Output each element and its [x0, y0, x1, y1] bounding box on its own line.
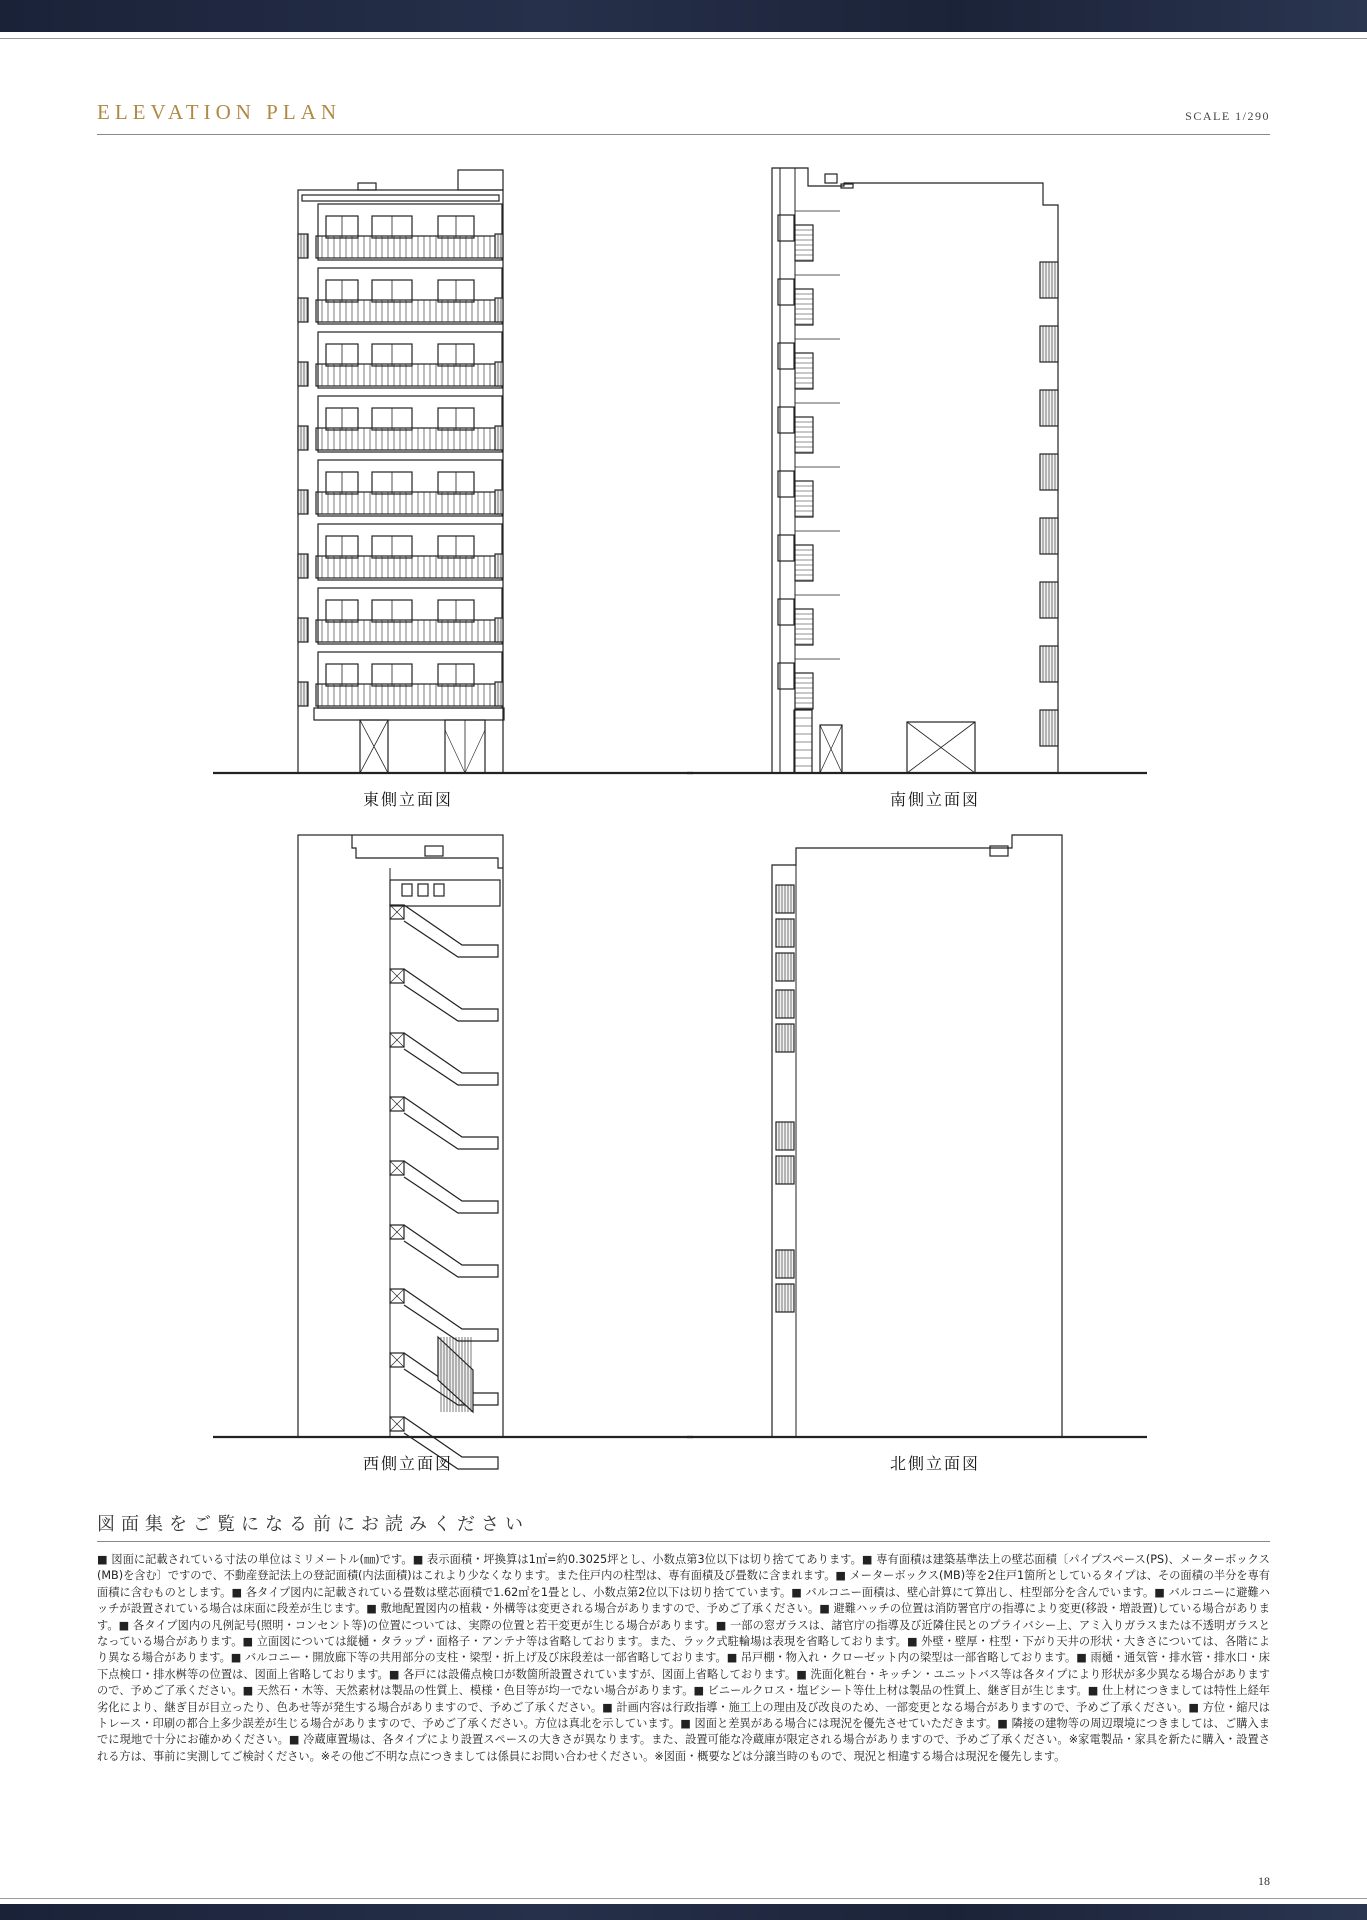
- stair-flight: [404, 969, 498, 1021]
- side-fin: [495, 490, 503, 514]
- south-elevation-drawing: [687, 168, 1147, 773]
- bottom-decorative-band: [0, 1904, 1367, 1920]
- balcony-railing: [316, 364, 500, 386]
- bottom-rule: [0, 1898, 1367, 1899]
- side-fin: [298, 426, 308, 450]
- side-fin: [298, 234, 308, 258]
- side-fin: [495, 234, 503, 258]
- stair-flight: [404, 1161, 498, 1213]
- notes-divider: [97, 1541, 1270, 1542]
- side-fin: [495, 682, 503, 706]
- side-fin: [298, 618, 308, 642]
- roof-vent: [825, 174, 837, 183]
- north-elevation-drawing: [687, 835, 1147, 1437]
- side-fin: [495, 362, 503, 386]
- stair-window: [795, 481, 813, 517]
- stair-flight: [404, 1225, 498, 1277]
- side-fin: [495, 554, 503, 578]
- south-elevation-caption: 南側立面図: [889, 790, 980, 809]
- stair-window: [795, 609, 813, 645]
- side-fin: [495, 618, 503, 642]
- stair-flight: [404, 905, 498, 957]
- notes-heading: 図面集をご覧になる前にお読みください: [97, 1514, 529, 1535]
- roof-window: [418, 884, 428, 896]
- building-outline: [772, 835, 1062, 1437]
- door-diagonal: [445, 730, 465, 773]
- roof-structure: [458, 170, 503, 190]
- side-fin: [298, 554, 308, 578]
- stair-window: [795, 225, 813, 261]
- stair-window: [795, 417, 813, 453]
- stair-window: [795, 673, 813, 709]
- stair-window: [795, 289, 813, 325]
- side-fin: [298, 490, 308, 514]
- notes-body: ■ 図面に記載されている寸法の単位はミリメートル(㎜)です。■ 表示面積・坪換算は1㎡=約0.3025坪とし、小数点第3位以下は切り捨ててあります。■ 専有面積は建築基準法上の壁芯面積〔パイプスペース(PS)、メーターボックス(MB)を含む〕ですので、不動産登記法上の登記面積(内法面積)はこれより少なくなります。また住戸内の柱型は、専有面積及び畳数に含まれます。■ メーターボックス(MB)等を2住戸1箇所としているタイプは、その面積の半分を専有面積に含むものとします。■ 各タイプ図内に記載されている畳数は壁芯面積で1.62㎡を1畳とし、小数点第2位以下は切り捨てています。■ バルコニー面積は、壁心計算にて算出し、柱型部分を含んでいます。■ バルコニーに避難ハッチが設置されている場合は床面に段差が生じます。■ 敷地配置図内の植栽・外構等は変更される場合がありますので、予めご了承ください。■ 避難ハッチの位置は消防署官庁の指導により変更(移設・増設置)している場合があります。■ 各タイプ図内の凡例記号(照明・コンセント等)の位置については、実際の位置と若干変更が生じる場合があります。■ 一部の窓ガラスは、諸官庁の指導及び近隣住民とのプライバシー上、アミ入りガラスまたは不透明ガラスとなっている場合があります。■ 立面図については縦樋・タラップ・面格子・アンテナ等は省略しております。また、ラック式駐輪場は表現を省略しております。■ 外壁・壁厚・柱型・下がり天井の形状・大きさについては、各階により異なる場合があります。■ バルコニー・開放廊下等の共用部分の支柱・梁型・折上げ及び床段差は一部省略しております。■ 吊戸棚・物入れ・クローゼット内の梁型は一部省略しております。■ 雨樋・通気管・排水管・排水口・床下点検口・排水桝等の位置は、図面上省略しております。■ 各戸には設備点検口が数箇所設置されていますが、図面上省略しております。■ 洗面化粧台・キッチン・ユニットバス等は各タイプにより形状が多少異なる場合がありますので、予めご了承ください。■ 天然石・木等、天然素材は製品の性質上、模様・色目等が均一でない場合があります。■ ビニールクロス・塩ビシート等仕上材は製品の性質上、継ぎ目が生じます。■ 仕上材につきましては特性上経年劣化により、継ぎ目が目立ったり、色あせ等が発生する場合がありますので、予めご了承ください。■ 計画内容は行政指導・施工上の理由及び改良のため、一部変更となる場合がありますので、予めご了承ください。■ 方位・縮尺はトレース・印刷の都合上多少誤差が生じる場合がありますので、予めご了承ください。方位は真北を示しています。■ 図面と差異がある場合には現況を優先させていただきます。■ 隣接の建物等の周辺環境につきましては、ご購入までに現地で十分にお確かめください。■ 冷蔵庫置場は、各タイプにより設置スペースの大きさが異なります。また、設置可能な冷蔵庫が限定される場合がありますので、予めご了承ください。※家電製品・家具を新たに購入・設置される方は、事前に実測してご検討ください。※その他ご不明な点につきましては係員にお問い合わせください。※図面・概要などは分譲当時のもので、現況と相違する場合は現況を優先します。: [97, 1553, 1270, 1763]
- roof-window: [402, 884, 412, 896]
- roof-window: [434, 884, 444, 896]
- balcony-railing: [316, 236, 500, 258]
- side-fin: [298, 362, 308, 386]
- balcony-railing: [316, 556, 500, 578]
- side-fin: [495, 298, 503, 322]
- stair-window: [795, 545, 813, 581]
- building-outline: [298, 835, 503, 1437]
- side-fin: [298, 298, 308, 322]
- balcony-railing: [316, 300, 500, 322]
- balcony-railing: [316, 492, 500, 514]
- balcony-railing: [316, 620, 500, 642]
- stair-flight: [404, 1289, 498, 1341]
- east-elevation-drawing: [213, 170, 693, 773]
- page-title: ELEVATION PLAN: [97, 100, 342, 124]
- roof-parapet: [302, 195, 499, 201]
- stair-flight: [404, 1033, 498, 1085]
- north-elevation-caption: 北側立面図: [889, 1454, 980, 1473]
- door-diagonal: [465, 730, 485, 773]
- east-elevation-caption: 東側立面図: [362, 790, 453, 809]
- canopy: [314, 708, 504, 720]
- side-fin: [298, 682, 308, 706]
- stair-window: [795, 353, 813, 389]
- building-outline: [772, 168, 1058, 773]
- entrance-door: [794, 710, 812, 773]
- west-elevation-drawing: [213, 835, 693, 1469]
- side-fin: [495, 426, 503, 450]
- scale-label: SCALE 1/290: [1185, 109, 1270, 123]
- page-number: 18: [1258, 1874, 1270, 1888]
- roof-vent: [358, 183, 376, 190]
- roof-vent: [425, 846, 443, 856]
- balcony-railing: [316, 428, 500, 450]
- balcony-railing: [316, 684, 500, 706]
- stair-flight: [404, 1097, 498, 1149]
- west-elevation-caption: 西側立面図: [362, 1454, 453, 1473]
- roof-step: [352, 835, 503, 868]
